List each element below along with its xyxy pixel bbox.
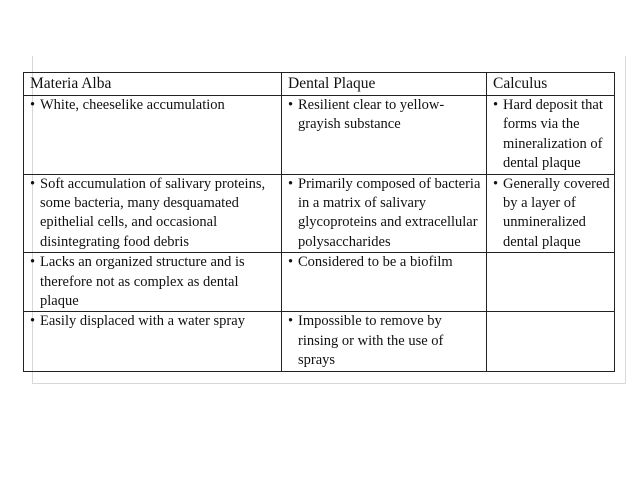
bullet-item xyxy=(493,175,611,253)
table-row xyxy=(24,174,615,253)
cell-text: Primarily composed of bacteria in a matrix of salivary glycoproteins and extracellular polysaccharides xyxy=(298,175,481,250)
bullet-icon: • xyxy=(288,97,294,113)
header-row xyxy=(24,73,615,96)
table-cell xyxy=(24,96,282,175)
cell-text: Hard deposit that forms via the mineralization of dental plaque xyxy=(503,97,603,172)
bullet-icon: • xyxy=(30,254,36,271)
bullet-icon: • xyxy=(288,313,294,330)
header-dental-plaque: Dental Plaque xyxy=(282,73,487,96)
table-row xyxy=(24,253,615,312)
table-row xyxy=(24,312,615,371)
table-cell xyxy=(24,174,282,253)
table-cell xyxy=(282,312,487,371)
table-cell xyxy=(282,174,487,253)
header-calculus: Calculus xyxy=(487,73,615,96)
cell-text: Resilient clear to yellow-grayish substance xyxy=(298,97,445,133)
cell-text: White, cheeselike accumulation xyxy=(40,97,225,113)
table-cell xyxy=(282,96,487,175)
bullet-item xyxy=(288,175,483,253)
bullet-item xyxy=(288,312,483,370)
bullet-item xyxy=(30,312,278,331)
bullet-icon: • xyxy=(30,175,36,192)
bullet-icon: • xyxy=(493,97,499,113)
bullet-icon: • xyxy=(30,97,36,113)
table-row xyxy=(24,96,615,175)
bullet-item xyxy=(30,175,278,253)
bullet-item xyxy=(30,96,278,115)
header-materia-alba: Materia Alba xyxy=(24,73,282,96)
table-cell xyxy=(487,96,615,175)
cell-text: Considered to be a biofilm xyxy=(298,254,453,271)
bullet-item xyxy=(288,96,483,135)
table-cell xyxy=(24,253,282,312)
bullet-icon: • xyxy=(493,175,499,192)
table-cell-empty xyxy=(487,253,615,312)
comparison-table xyxy=(23,72,615,372)
cell-text: Soft accumulation of salivary proteins, some bacteria, many desquamated epithelial cells, and occasional disintegrating food debris xyxy=(40,175,266,250)
bullet-item xyxy=(493,96,611,174)
cell-text: Lacks an organized structure and is therefore not as complex as dental plaque xyxy=(40,254,245,310)
bullet-icon: • xyxy=(30,313,36,330)
table-cell xyxy=(24,312,282,371)
cell-text: Generally covered by a layer of unmineralized dental plaque xyxy=(503,175,610,250)
cell-text: Impossible to remove by rinsing or with the use of sprays xyxy=(298,313,444,369)
bullet-item xyxy=(288,253,483,272)
bullet-icon: • xyxy=(288,175,294,192)
table-cell xyxy=(487,174,615,253)
bullet-item xyxy=(30,253,278,311)
table-cell xyxy=(282,253,487,312)
cell-text: Easily displaced with a water spray xyxy=(40,313,245,330)
bullet-icon: • xyxy=(288,254,294,271)
table-cell-empty xyxy=(487,312,615,371)
